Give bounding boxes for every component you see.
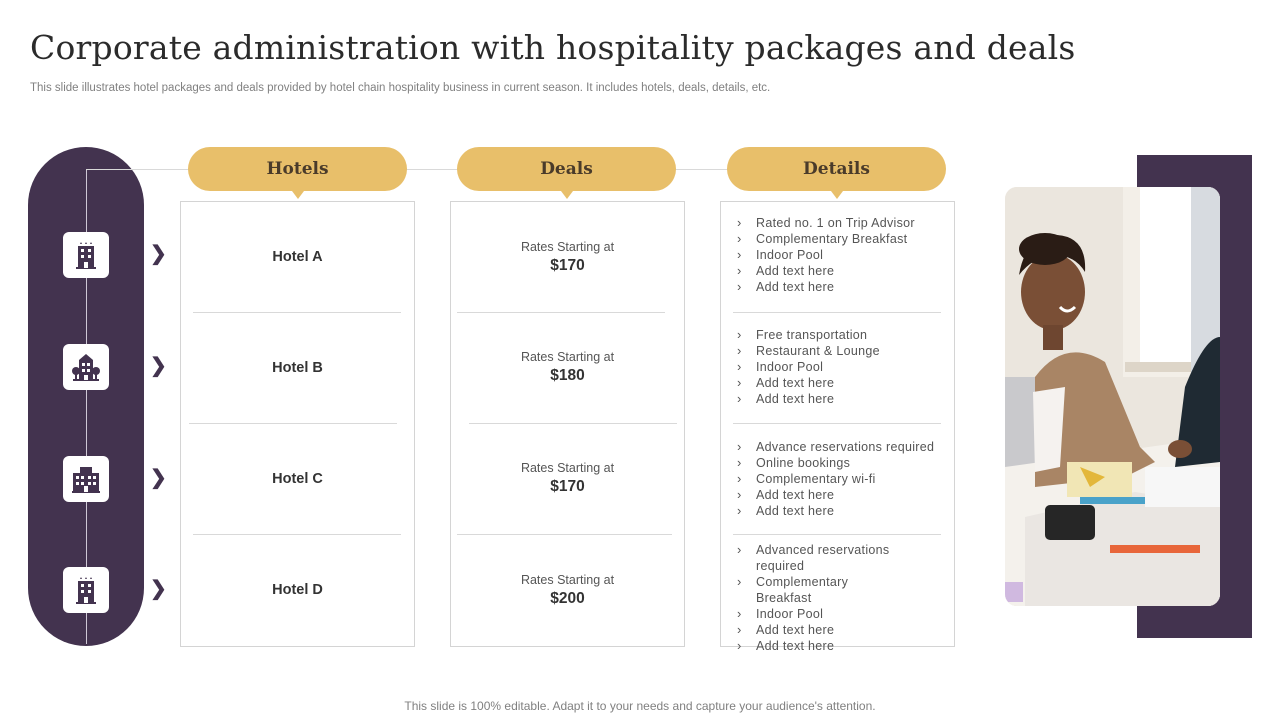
list-item: › Complementary wi-fi [735,471,950,487]
details-list [735,215,950,295]
details-list [735,542,905,654]
rate-price: $170 [550,256,585,274]
list-item: › Complementary Breakfast [735,574,905,606]
rate-label: Rates Starting at [520,239,615,254]
list-item: › Online bookings [735,455,950,471]
rate-label: Rates Starting at [520,461,615,475]
hotel-building-icon [63,232,109,278]
chevron-right-icon: ❯ [150,243,167,265]
rate-label: Rates Starting at [520,350,615,364]
slide-footer: This slide is 100% editable. Adapt it to your needs and capture your audience's attention. [404,699,876,713]
office-building-icon [63,456,109,502]
rate-price: $180 [550,367,585,384]
deal-cell [451,202,684,312]
hotels-column [180,201,415,647]
business-meeting-photo [1005,187,1220,606]
list-item: › Free transportation [735,327,950,343]
hotel-name: Hotel B [272,359,323,376]
list-item: › Indoor Pool [735,247,950,263]
rate-label: Rates Starting at [520,572,615,587]
hotel-name: Hotel C [272,470,323,487]
rate-price: $170 [550,478,585,495]
list-item: › Add text here [735,638,905,654]
chevron-right-icon: ❯ [150,578,167,600]
chevron-right-icon: ❯ [150,355,167,377]
header-details: Details [727,147,946,191]
list-item: › Indoor Pool [735,606,905,622]
list-item: › Add text here [735,263,950,279]
list-item: › Add text here [735,375,950,391]
list-item: › Add text here [735,487,950,503]
deal-cell [451,423,684,534]
hotel-cell [181,423,414,534]
deal-cell [451,534,684,646]
list-item: › Add text here [735,279,950,295]
deals-column [450,201,685,647]
list-item: › Add text here [735,503,950,519]
header-deals: Deals [457,147,676,191]
details-list [735,439,950,519]
chevron-right-icon: ❯ [150,467,167,489]
deal-cell [451,312,684,423]
details-column [720,201,955,653]
slide-subtitle: This slide illustrates hotel packages and deals provided by hotel chain hospitality business in current season. It includes hotels, deals, details, etc. [30,82,771,94]
list-item: › Add text here [735,622,905,638]
details-list [735,327,950,407]
list-item: › Complementary Breakfast [735,231,950,247]
list-item: › Advanced reservations required [735,542,905,574]
row-divider [733,534,941,535]
hotel-name: Hotel A [272,249,323,265]
slide-title: Corporate administration with hospitality packages and deals [30,28,1076,67]
row-divider [733,312,941,313]
row-divider [733,423,941,424]
rate-price: $200 [550,589,585,607]
header-hotels: Hotels [188,147,407,191]
list-item: › Restaurant & Lounge [735,343,950,359]
hotel-tree-building-icon [63,344,109,390]
hotel-cell [181,202,414,312]
hotel-cell [181,312,414,423]
list-item: › Rated no. 1 on Trip Advisor [735,215,950,231]
hotel-building-icon [63,567,109,613]
hotel-cell [181,534,414,646]
list-item: › Add text here [735,391,950,407]
hotel-name: Hotel D [272,582,323,598]
list-item: › Advance reservations required [735,439,950,455]
list-item: › Indoor Pool [735,359,950,375]
